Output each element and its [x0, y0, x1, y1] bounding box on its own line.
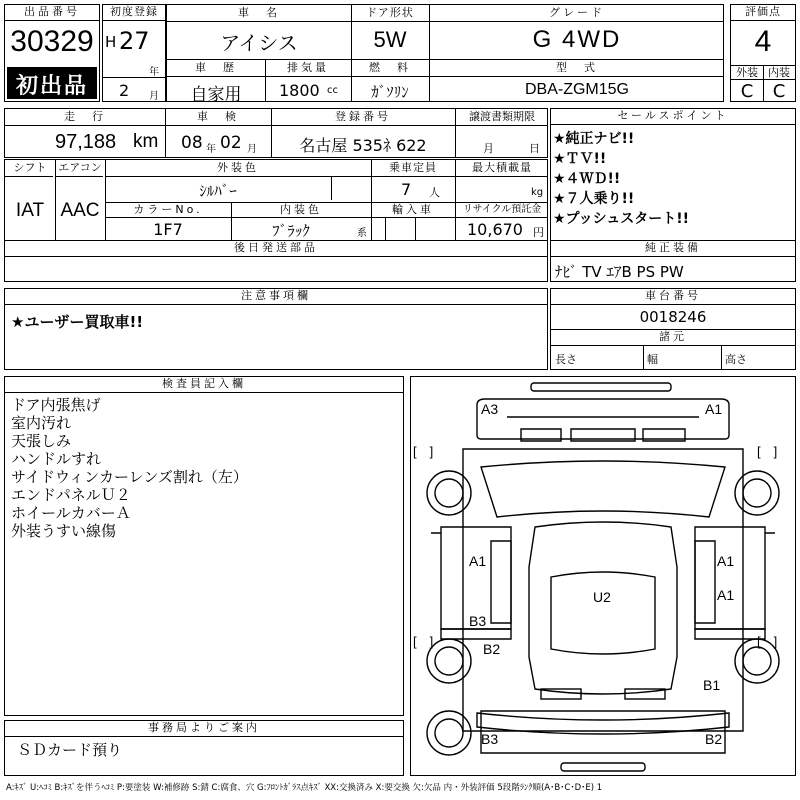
history-label: 車 歴 — [195, 61, 237, 74]
displacement-label: 排気量 — [287, 61, 329, 74]
inspector-note: ホイールカバーＡ — [11, 504, 131, 522]
recycle-unit: 円 — [533, 226, 544, 239]
interior-grade: C — [772, 81, 786, 102]
parts-box — [4, 240, 548, 282]
color-no-label: カラーNo. — [133, 203, 203, 216]
registration-year: 27 — [119, 27, 150, 55]
model-label: 型 式 — [556, 61, 598, 74]
exterior-grade: C — [740, 81, 754, 102]
sales-point: ★プッシュスタート!! — [553, 211, 690, 227]
inspector-note: ドア内張焦げ — [11, 396, 101, 414]
inspection-label: 車 検 — [197, 110, 239, 123]
transfer-deadline-label: 譲渡書類期限 — [469, 110, 535, 123]
interior-color: ﾌﾞﾗｯｸ — [272, 222, 310, 240]
interior-color-unit: 系 — [357, 228, 367, 239]
sales-points-box — [550, 108, 796, 241]
score: 4 — [754, 25, 772, 58]
registration-label: 登録番号 — [335, 110, 391, 123]
year-unit: 年 — [149, 67, 159, 78]
fuel: ｶﾞｿﾘﾝ — [371, 83, 409, 101]
registration-month: 2 — [119, 81, 130, 100]
door-type: 5W — [373, 27, 407, 52]
lot-number-label: 出品番号 — [5, 5, 99, 21]
equipment: ﾅﾋﾞ TV ｴｱB PS PW — [555, 263, 684, 281]
bracket-right: [ ] — [757, 444, 778, 459]
first-listing-label: 初出品 — [15, 74, 88, 99]
damage-mark-front-right: A1 — [705, 401, 723, 417]
car-name: アイシス — [220, 31, 298, 55]
displacement: 1800 — [279, 81, 320, 100]
seats-unit: 人 — [429, 186, 440, 199]
transfer-month-unit: 月 — [483, 142, 494, 155]
shift: IAT — [15, 200, 45, 221]
car-outline — [411, 377, 795, 775]
chassis-label: 車台番号 — [551, 289, 795, 305]
inspector-box — [4, 376, 404, 716]
history: 自家用 — [190, 85, 242, 105]
displacement-unit: cc — [327, 85, 338, 96]
bracket-right-rear: [ ] — [757, 634, 778, 649]
damage-mark-right-rear-fender: B1 — [703, 677, 721, 693]
damage-mark-front-left: A3 — [481, 401, 499, 417]
spec-box — [166, 59, 724, 105]
equipment-box — [550, 240, 796, 282]
damage-mark-left-rear-fender: B2 — [483, 641, 501, 657]
grade-label: グレード — [549, 6, 605, 19]
damage-mark-roof: U2 — [593, 589, 611, 605]
sales-point: ★４ＷＤ!! — [553, 171, 621, 187]
seats: 7 — [401, 180, 412, 199]
color-number: 1F7 — [153, 220, 183, 239]
caution-label: 注意事項欄 — [5, 289, 547, 305]
width-label: 幅 — [647, 353, 658, 366]
damage-mark-rear-left: B3 — [481, 731, 499, 747]
inspector-note: サイドウィンカーレンズ割れ（左） — [11, 468, 248, 486]
load-label: 最大積載量 — [472, 161, 532, 174]
sales-point: ★ＴＶ!! — [553, 151, 607, 167]
damage-mark-right-front-door: A1 — [717, 553, 735, 569]
recycle-fee: 10,670 — [467, 220, 523, 239]
inspector-note: エンドパネルＵ２ — [11, 486, 131, 504]
damage-mark-right-rear-door: A1 — [717, 587, 735, 603]
first-registration-box — [102, 4, 166, 102]
interior-grade-label: 内装 — [768, 66, 790, 79]
mileage: 97,188 — [55, 131, 117, 153]
first-listing-badge — [7, 67, 97, 99]
exterior-grade-label: 外装 — [736, 66, 758, 79]
interior-color-label: 内装色 — [280, 203, 322, 216]
chassis-number: 0018246 — [639, 308, 707, 326]
chassis-box — [550, 288, 796, 370]
inspector-list — [11, 396, 401, 540]
office-box — [4, 720, 404, 776]
exterior-color: ｼﾙﾊﾞｰ — [199, 182, 237, 200]
transfer-day-unit: 日 — [529, 142, 540, 155]
office-label: 事務局よりご案内 — [5, 721, 403, 737]
bracket-left: [ ] — [413, 444, 434, 459]
legend: A:ｷｽﾞ U:ﾍｺﾐ B:ｷｽﾞを伴うﾍｺﾐ P:要塗装 W:補修跡 S:錆 C:腐食、穴 G:ﾌﾛﾝﾄｶﾞﾗｽ点ｷｽﾞ XX:交換済み X:要交換 欠:欠品 内・外装評価 5段階ﾗﾝｸ順(A･B･C･D･E) 1 — [6, 783, 603, 793]
mileage-unit: km — [133, 131, 159, 152]
inspector-note: 外装うすい線傷 — [11, 522, 117, 540]
dimensions-label: 諸元 — [659, 330, 687, 343]
inspector-label: 検査員記入欄 — [5, 377, 403, 393]
exterior-color-label: 外装色 — [217, 161, 259, 174]
bracket-left-rear: [ ] — [413, 634, 434, 649]
damage-mark-rear-right: B2 — [705, 731, 723, 747]
height-label: 高さ — [725, 353, 747, 366]
door-label: ドア形状 — [366, 6, 414, 19]
lot-number: 30329 — [10, 25, 94, 58]
model-code: DBA-ZGM15G — [524, 81, 629, 98]
damage-mark-left-rear-door: B3 — [469, 613, 487, 629]
damage-diagram — [410, 376, 796, 776]
era: H — [105, 33, 117, 51]
caution-box — [4, 288, 548, 370]
shift-label: シフト — [13, 161, 47, 174]
sales-points-list — [553, 129, 793, 229]
score-label: 評価点 — [731, 5, 795, 21]
recycle-label: リサイクル預託金 — [462, 204, 542, 215]
import-label: 輸入車 — [392, 203, 434, 216]
fuel-label: 燃 料 — [369, 61, 411, 74]
registration-number: 名古屋 535ﾈ 622 — [299, 136, 427, 155]
car-name-label: 車 名 — [238, 6, 280, 19]
sales-point: ★純正ナビ!! — [553, 131, 635, 147]
color-grid — [4, 159, 548, 241]
ac: AAC — [60, 200, 100, 221]
inspector-note: 室内汚れ — [11, 414, 72, 432]
inspector-note: ハンドルすれ — [11, 450, 102, 468]
load-unit: kg — [531, 187, 544, 198]
sales-points-label: セールスポイント — [551, 109, 795, 125]
damage-mark-left-front-door: A1 — [469, 553, 487, 569]
lot-number-box — [4, 4, 100, 102]
vehicle-info-box — [166, 4, 724, 60]
caution-note: ★ユーザー買取車!! — [11, 313, 144, 331]
score-box — [730, 4, 796, 102]
length-label: 長さ — [555, 353, 577, 366]
grade: G 4WD — [532, 26, 622, 53]
inspection-month: 02 — [220, 133, 242, 153]
sales-point: ★７人乗り!! — [553, 191, 635, 207]
first-registration-label: 初度登録 — [103, 5, 165, 21]
month-unit: 月 — [149, 91, 159, 102]
seats-label: 乗車定員 — [389, 161, 437, 174]
ac-label: エアコン — [58, 161, 102, 174]
inspection-month-unit: 月 — [247, 144, 257, 155]
parts-label: 後日発送部品 — [5, 241, 547, 257]
inspection-year-unit: 年 — [206, 144, 216, 155]
equipment-label: 純正装備 — [551, 241, 795, 257]
office-message: ＳＤカード預り — [17, 741, 123, 759]
inspection-year: 08 — [181, 133, 203, 153]
mileage-label: 走 行 — [64, 110, 106, 123]
mileage-row — [4, 108, 548, 158]
inspector-note: 天張しみ — [11, 432, 72, 450]
